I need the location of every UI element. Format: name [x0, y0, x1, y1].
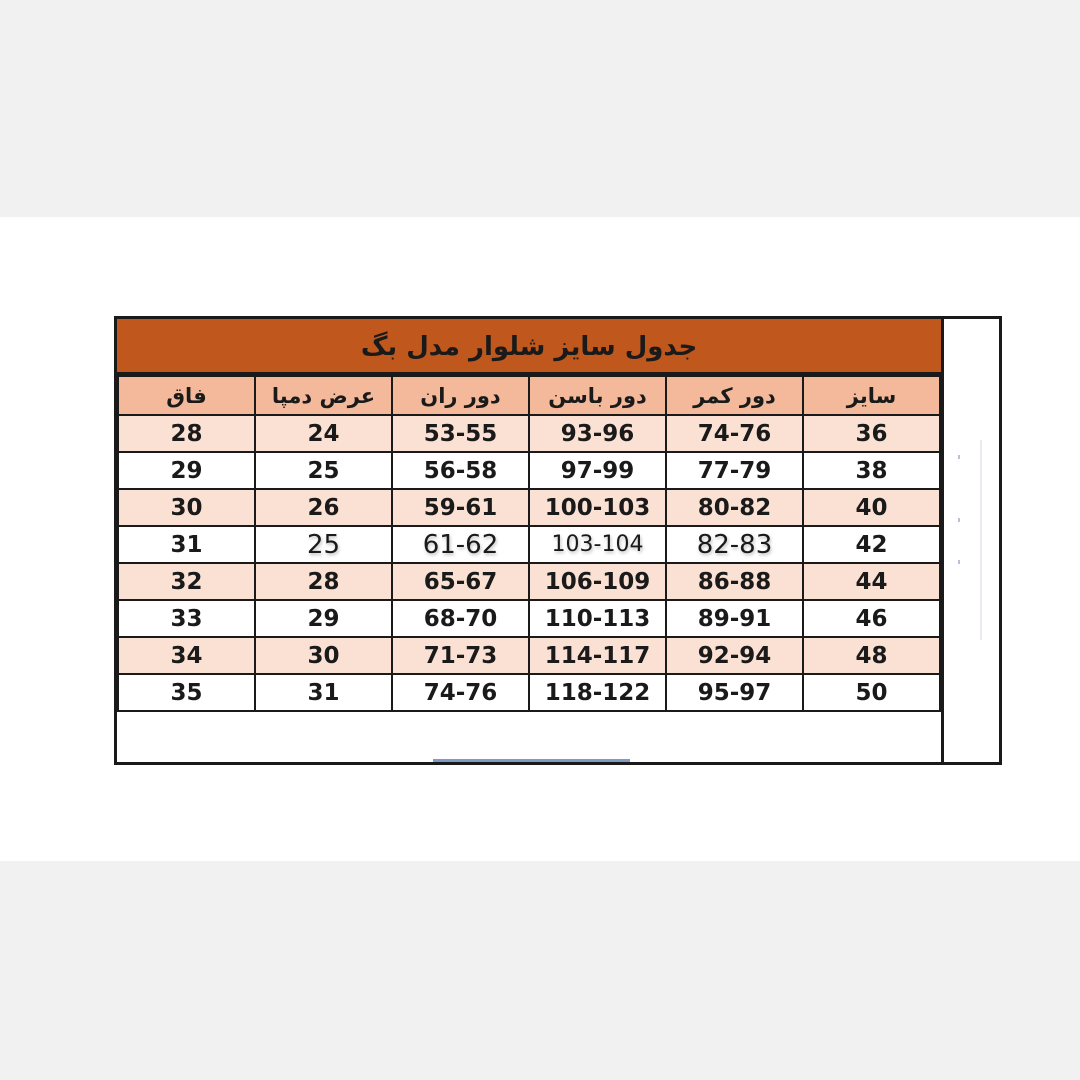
cell-hip: 103-104 — [529, 526, 666, 563]
cell-hip: 118-122 — [529, 674, 666, 711]
header-row — [118, 376, 940, 415]
side-column-mark — [958, 560, 960, 564]
size-table — [117, 375, 941, 712]
column-header-size: سایز — [803, 376, 940, 415]
cell-size: 48 — [803, 637, 940, 674]
cell-thigh: 65-67 — [392, 563, 529, 600]
cell-hip: 106-109 — [529, 563, 666, 600]
cell-rise: 35 — [118, 674, 255, 711]
cell-size: 46 — [803, 600, 940, 637]
cell-hip: 100-103 — [529, 489, 666, 526]
cell-thigh: 71-73 — [392, 637, 529, 674]
column-header-waist: دور کمر — [666, 376, 803, 415]
cell-thigh: 68-70 — [392, 600, 529, 637]
cell-rise: 28 — [118, 415, 255, 452]
cell-hip: 97-99 — [529, 452, 666, 489]
cell-thigh: 74-76 — [392, 674, 529, 711]
side-column-mark — [980, 440, 982, 640]
cell-hem-width: 24 — [255, 415, 392, 452]
column-header-thigh: دور ران — [392, 376, 529, 415]
cell-thigh: 56-58 — [392, 452, 529, 489]
table-row — [118, 600, 940, 637]
table-row — [118, 415, 940, 452]
table-row — [118, 637, 940, 674]
table-row — [118, 526, 940, 563]
cell-hip: 114-117 — [529, 637, 666, 674]
cell-hem-width: 25 — [255, 452, 392, 489]
cell-waist: 82-83 — [666, 526, 803, 563]
cell-waist: 95-97 — [666, 674, 803, 711]
cell-hem-width: 29 — [255, 600, 392, 637]
side-column-divider — [941, 316, 944, 765]
cell-hem-width: 25 — [255, 526, 392, 563]
cell-size: 38 — [803, 452, 940, 489]
column-header-hip: دور باسن — [529, 376, 666, 415]
cell-waist: 80-82 — [666, 489, 803, 526]
cell-size: 36 — [803, 415, 940, 452]
side-column-mark — [958, 518, 960, 522]
cell-waist: 77-79 — [666, 452, 803, 489]
cell-hip: 110-113 — [529, 600, 666, 637]
cell-hem-width: 28 — [255, 563, 392, 600]
table-row — [118, 563, 940, 600]
cell-rise: 30 — [118, 489, 255, 526]
cell-hem-width: 30 — [255, 637, 392, 674]
cell-rise: 34 — [118, 637, 255, 674]
cell-thigh: 53-55 — [392, 415, 529, 452]
column-header-hem-width: عرض دمپا — [255, 376, 392, 415]
cell-rise: 33 — [118, 600, 255, 637]
cell-size: 40 — [803, 489, 940, 526]
chart-title: جدول سایز شلوار مدل بگ — [117, 319, 941, 375]
cell-rise: 29 — [118, 452, 255, 489]
footer-underline — [433, 759, 630, 762]
side-column-mark — [958, 455, 960, 459]
cell-waist: 92-94 — [666, 637, 803, 674]
cell-waist: 74-76 — [666, 415, 803, 452]
cell-thigh: 59-61 — [392, 489, 529, 526]
cell-hem-width: 31 — [255, 674, 392, 711]
column-header-rise: فاق — [118, 376, 255, 415]
cell-waist: 89-91 — [666, 600, 803, 637]
cell-thigh: 61-62 — [392, 526, 529, 563]
table-row — [118, 452, 940, 489]
cell-rise: 31 — [118, 526, 255, 563]
cell-waist: 86-88 — [666, 563, 803, 600]
table-row — [118, 489, 940, 526]
cell-size: 50 — [803, 674, 940, 711]
cell-hem-width: 26 — [255, 489, 392, 526]
table-footer-row — [117, 727, 941, 762]
cell-size: 44 — [803, 563, 940, 600]
cell-size: 42 — [803, 526, 940, 563]
cell-rise: 32 — [118, 563, 255, 600]
cell-hip: 93-96 — [529, 415, 666, 452]
table-row — [118, 674, 940, 711]
